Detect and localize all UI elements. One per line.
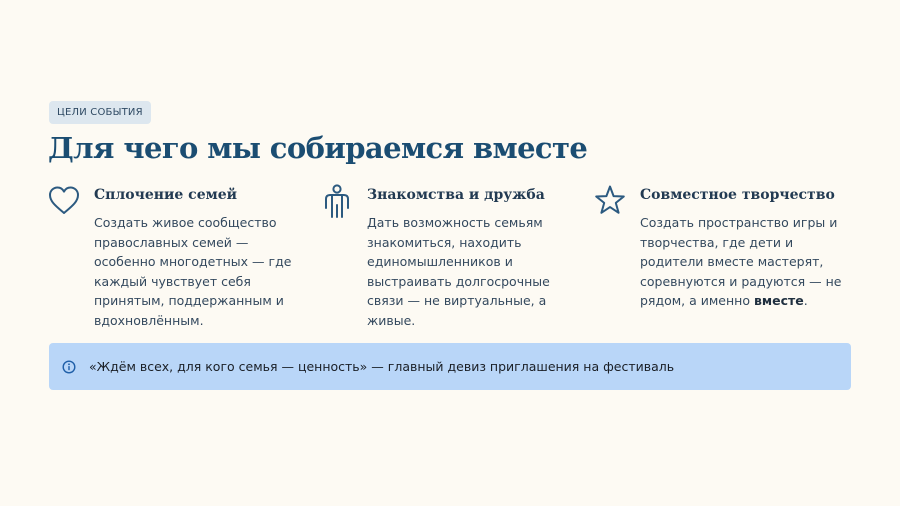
feature-title: Знакомства и дружба — [367, 187, 545, 203]
feature-description — [640, 213, 850, 311]
section-badge: ЦЕЛИ СОБЫТИЯ — [49, 101, 151, 124]
notice-text: «Ждём всех, для кого семья — ценность» — главный девиз приглашения на фестиваль — [89, 359, 675, 374]
feature-title: Сплочение семей — [94, 187, 238, 203]
feature-description-end: . — [803, 293, 808, 308]
feature-description-emphasis: вместе — [753, 293, 804, 308]
info-icon — [62, 359, 76, 373]
person-icon — [321, 184, 353, 220]
section-title: Для чего мы собираемся вместе — [48, 131, 588, 165]
star-icon — [594, 184, 626, 220]
feature-title: Совместное творчество — [640, 187, 835, 203]
heart-icon — [48, 184, 80, 220]
feature-description: Создать живое сообщество православных семей — особенно многодетных — где каждый чувствует себя принятым, поддержанным и вдохновлённым. — [94, 215, 292, 328]
feature-description-text: Создать пространство игры и творчества, где дети и родители вместе мастерят, соревнуются и радуются — не рядом, а именно — [640, 215, 842, 308]
motto-notice — [49, 343, 851, 390]
feature-description: Дать возможность семьям знакомиться, находить единомышленников и выстраивать долгосрочные связи — не виртуальные, а живые. — [367, 215, 550, 328]
